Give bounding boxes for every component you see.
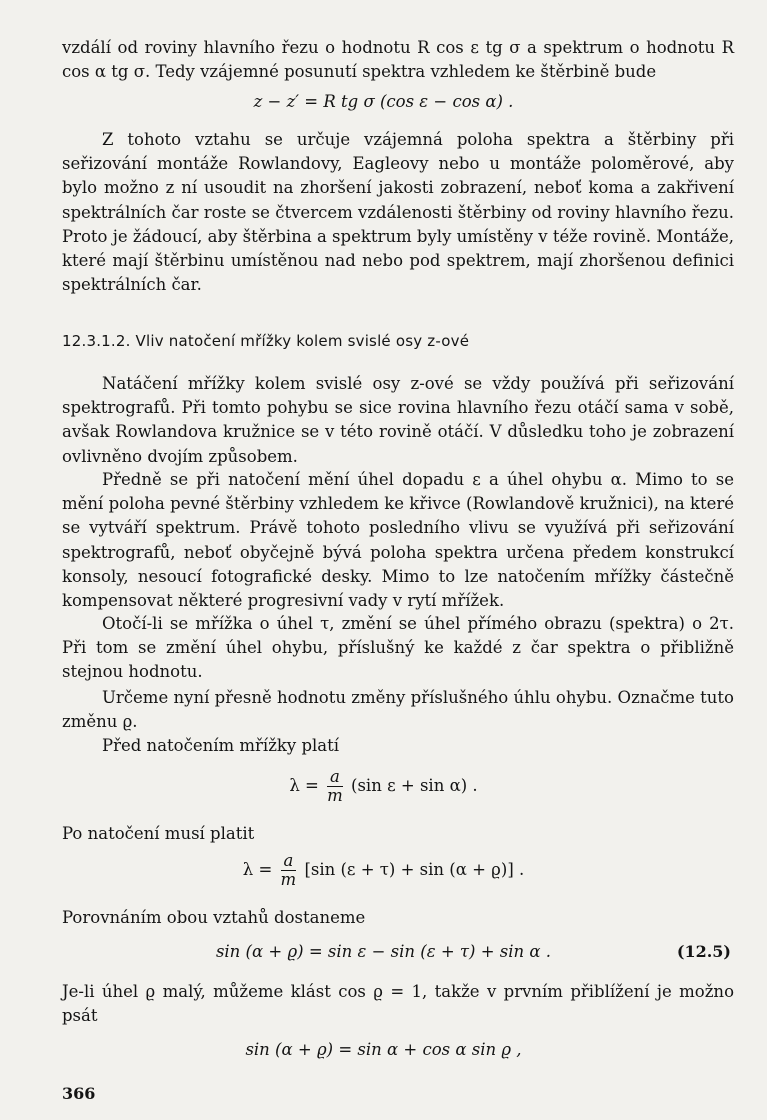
paragraph-2: Z tohoto vztahu se určuje vzájemná poloha spektra a štěrbiny při seřizování montáže Rowlandovy, Eagleovy nebo u montáže poloměrové, aby bylo možno z ní usoudit na zhoršení jakosti zobrazení, neboť koma a zakřivení spektrálních čar roste se čtvercem vzdálenosti štěrbiny od roviny hlavního řezu. Proto je žádoucí, aby štěrbina a spektrum byly umístěny v téže rovině. Montáže, které mají štěrbinu umístěnou nad nebo pod spektrem, mají zhoršenou definici spektrálních čar.	[62, 130, 734, 295]
paragraph-9: Porovnáním obou vztahů dostaneme	[62, 908, 366, 927]
equation-slit-offset	[0, 92, 767, 111]
eq-lhs: λ =	[289, 776, 319, 795]
fraction	[327, 768, 343, 805]
paragraph-6: Určeme nyní přesně hodnotu změny příslušného úhlu ohybu. Označme tuto změnu ϱ.	[62, 688, 734, 732]
equation-text: z − z′ = R tg σ (cos ε − cos α) .	[253, 92, 514, 111]
paragraph-3: Natáčení mřížky kolem svislé osy z-ové se vždy používá při seřizování spektrografů. Při tomto pohybu se sice rovina hlavního řezu otáčí sama v sobě, avšak Rowlandova kružnice se v této rovině otáčí. V důsledku toho je zobrazení ovlivněno dvojím způsobem.	[62, 374, 734, 466]
paragraph-4: Předně se při natočení mění úhel dopadu ε a úhel ohybu α. Mimo to se mění poloha pevné štěrbiny vzhledem ke křivce (Rowlandově kružnici), na které se vytváří spektrum. Právě tohoto posledního vlivu se využívá při seřizování spektrografů, neboť obyčejně bývá poloha spektra určena předem konstrukcí konsoly, nesoucí fotografické desky. Mimo to lze natočením mřížky částečně kompensovat některé progresivní vady v rytí mřížek.	[62, 470, 734, 611]
denominator: m	[280, 870, 297, 889]
eq-rhs: [sin (ε + τ) + sin (α + ϱ)] .	[304, 860, 525, 879]
numerator: a	[281, 852, 297, 871]
equation-number: (12.5)	[676, 942, 731, 961]
section-heading: 12.3.1.2. Vliv natočení mřížky kolem svislé osy z-ové	[62, 332, 470, 350]
fraction	[281, 852, 297, 889]
equation-grating-after	[0, 852, 767, 889]
page-number: 366	[62, 1084, 96, 1103]
paragraph-5: Otočí-li se mřížka o úhel τ, změní se úhel přímého obrazu (spektra) o 2τ. Při tom se změní úhel ohybu, příslušný ke každé z čar spektra o přibližně stejnou hodnotu.	[62, 614, 734, 682]
equation-approximation	[0, 1040, 767, 1059]
equation-text: sin (α + ϱ) = sin α + cos α sin ϱ ,	[245, 1040, 522, 1059]
equation-12-5	[0, 942, 767, 961]
denominator: m	[327, 786, 343, 805]
paragraph-7: Před natočením mřížky platí	[102, 736, 340, 755]
equation-grating-before	[0, 768, 767, 805]
numerator: a	[327, 768, 343, 787]
equation-text: sin (α + ϱ) = sin ε − sin (ε + τ) + sin α .	[215, 942, 552, 961]
paragraph-10: Je-li úhel ϱ malý, můžeme klást cos ϱ = 1, takže v prvním přiblížení je možno psát	[62, 982, 734, 1026]
eq-rhs: (sin ε + sin α) .	[351, 776, 478, 795]
paragraph-8: Po natočení musí platit	[62, 824, 255, 843]
paragraph-1: vzdálí od roviny hlavního řezu o hodnotu R cos ε tg σ a spektrum o hodnotu R cos α tg σ. Tedy vzájemné posunutí spektra vzhledem ke štěrbině bude	[62, 38, 734, 82]
eq-lhs: λ =	[242, 860, 273, 879]
